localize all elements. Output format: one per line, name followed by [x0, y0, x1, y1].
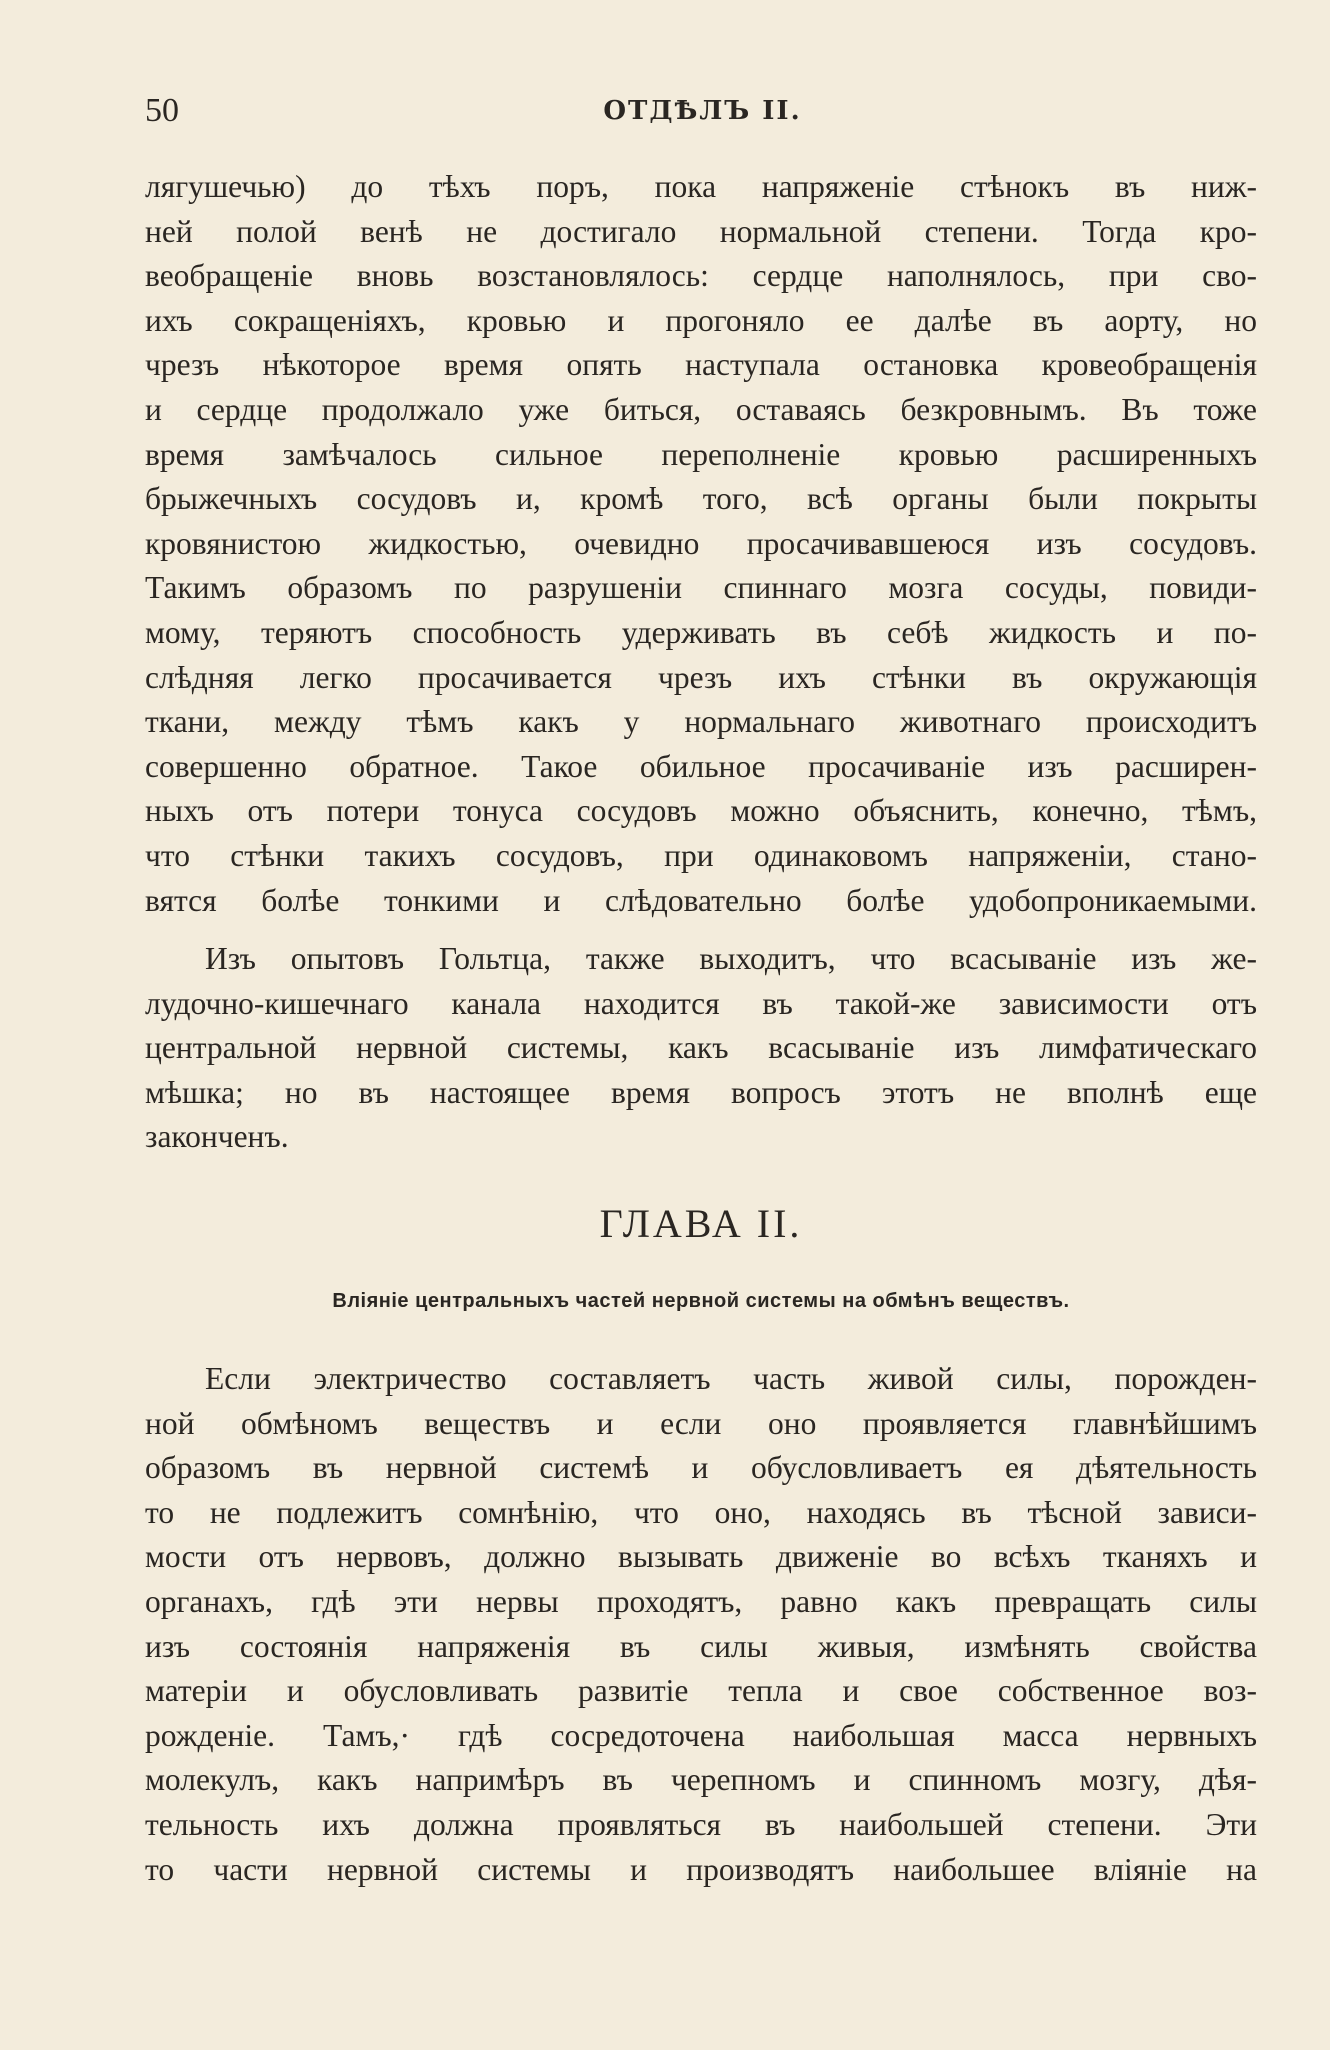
text-line: время замѣчалось сильное переполненіе кровью расширенныхъ	[145, 436, 1257, 472]
chapter-subtitle: Вліяніе центральныхъ частей нервной системы на обмѣнъ веществъ.	[332, 1290, 1070, 1312]
text-line: брыжечныхъ сосудовъ и, кромѣ того, всѣ органы были покрыты	[145, 481, 1257, 517]
page-number: 50	[145, 92, 179, 129]
text-line: ткани, между тѣмъ какъ у нормальнаго животнаго происходитъ	[145, 704, 1257, 740]
text-line: ихъ сокращеніяхъ, кровью и прогоняло ее далѣе въ аорту, но	[145, 302, 1257, 338]
text-line: лягушечью) до тѣхъ поръ, пока напряженіе стѣнокъ въ ниж-	[145, 169, 1257, 204]
text-line: веобращеніе вновь возстановлялось: сердце наполнялось, при сво-	[145, 258, 1257, 294]
text-line: совершенно обратное. Такое обильное просачиваніе изъ расширен-	[145, 748, 1257, 784]
text-line: то части нервной системы и производятъ наибольшее вліяніе на	[145, 1851, 1257, 1887]
text-line: то не подлежитъ сомнѣнію, что оно, находясь въ тѣсной зависи-	[145, 1494, 1257, 1530]
text-line: матеріи и обусловливать развитіе тепла и свое собственное воз-	[145, 1673, 1257, 1709]
text-line: чрезъ нѣкоторое время опять наступала остановка кровеобращенія	[145, 347, 1257, 383]
text-line: ней полой венѣ не достигало нормальной степени. Тогда кро-	[145, 213, 1257, 249]
text-line: лудочно-кишечнаго канала находится въ такой-же зависимости отъ	[145, 985, 1257, 1021]
text-line: Если электричество составляетъ часть живой силы, порожден-	[205, 1361, 1257, 1396]
text-line: мости отъ нервовъ, должно вызывать движеніе во всѣхъ тканяхъ и	[145, 1539, 1257, 1575]
running-header	[145, 92, 1260, 132]
text-line: мѣшка; но въ настоящее время вопросъ этотъ не вполнѣ еще	[145, 1074, 1257, 1110]
text-line: органахъ, гдѣ эти нервы проходятъ, равно какъ превращать силы	[145, 1583, 1257, 1619]
text-line: ныхъ отъ потери тонуса сосудовъ можно объяснить, конечно, тѣмъ,	[145, 793, 1257, 829]
paragraph-2	[145, 937, 1257, 1160]
text-line: Изъ опытовъ Гольтца, также выходитъ, что всасываніе изъ же-	[205, 941, 1257, 976]
paragraph-1	[145, 165, 1257, 923]
text-line: вятся болѣе тонкими и слѣдовательно болѣе удобопроникаемыми.	[145, 882, 1257, 918]
chapter-heading: ГЛАВА II.	[599, 1201, 803, 1246]
paragraph-3	[145, 1357, 1257, 1892]
text-line: тельность ихъ должна проявляться въ наибольшей степени. Эти	[145, 1806, 1257, 1842]
text-line: законченъ.	[145, 1119, 289, 1155]
text-line: рожденіе. Тамъ,· гдѣ сосредоточена наибольшая масса нервныхъ	[145, 1717, 1257, 1753]
text-line: молекулъ, какъ напримѣръ въ черепномъ и спинномъ мозгу, дѣя-	[145, 1762, 1257, 1798]
text-line: кровянистою жидкостью, очевидно просачивавшеюся изъ сосудовъ.	[145, 525, 1257, 561]
text-line: мому, теряютъ способность удерживать въ себѣ жидкость и по-	[145, 614, 1257, 650]
text-line: ной обмѣномъ веществъ и если оно проявляется главнѣйшимъ	[145, 1405, 1257, 1441]
text-line: слѣдняя легко просачивается чрезъ ихъ стѣнки въ окружающія	[145, 659, 1257, 695]
text-line: изъ состоянія напряженія въ силы живыя, измѣнять свойства	[145, 1628, 1257, 1664]
text-line: Такимъ образомъ по разрушеніи спиннаго мозга сосуды, повиди-	[145, 570, 1257, 606]
text-line: центральной нервной системы, какъ всасываніе изъ лимфатическаго	[145, 1030, 1257, 1066]
section-title: ОТДѢЛЪ II.	[603, 96, 802, 126]
text-line: образомъ въ нервной системѣ и обусловливаетъ ея дѣятельность	[145, 1450, 1257, 1486]
text-line: и сердце продолжало уже биться, оставаясь безкровнымъ. Въ тоже	[145, 391, 1257, 427]
text-line: что стѣнки такихъ сосудовъ, при одинаковомъ напряженіи, стано-	[145, 837, 1257, 873]
